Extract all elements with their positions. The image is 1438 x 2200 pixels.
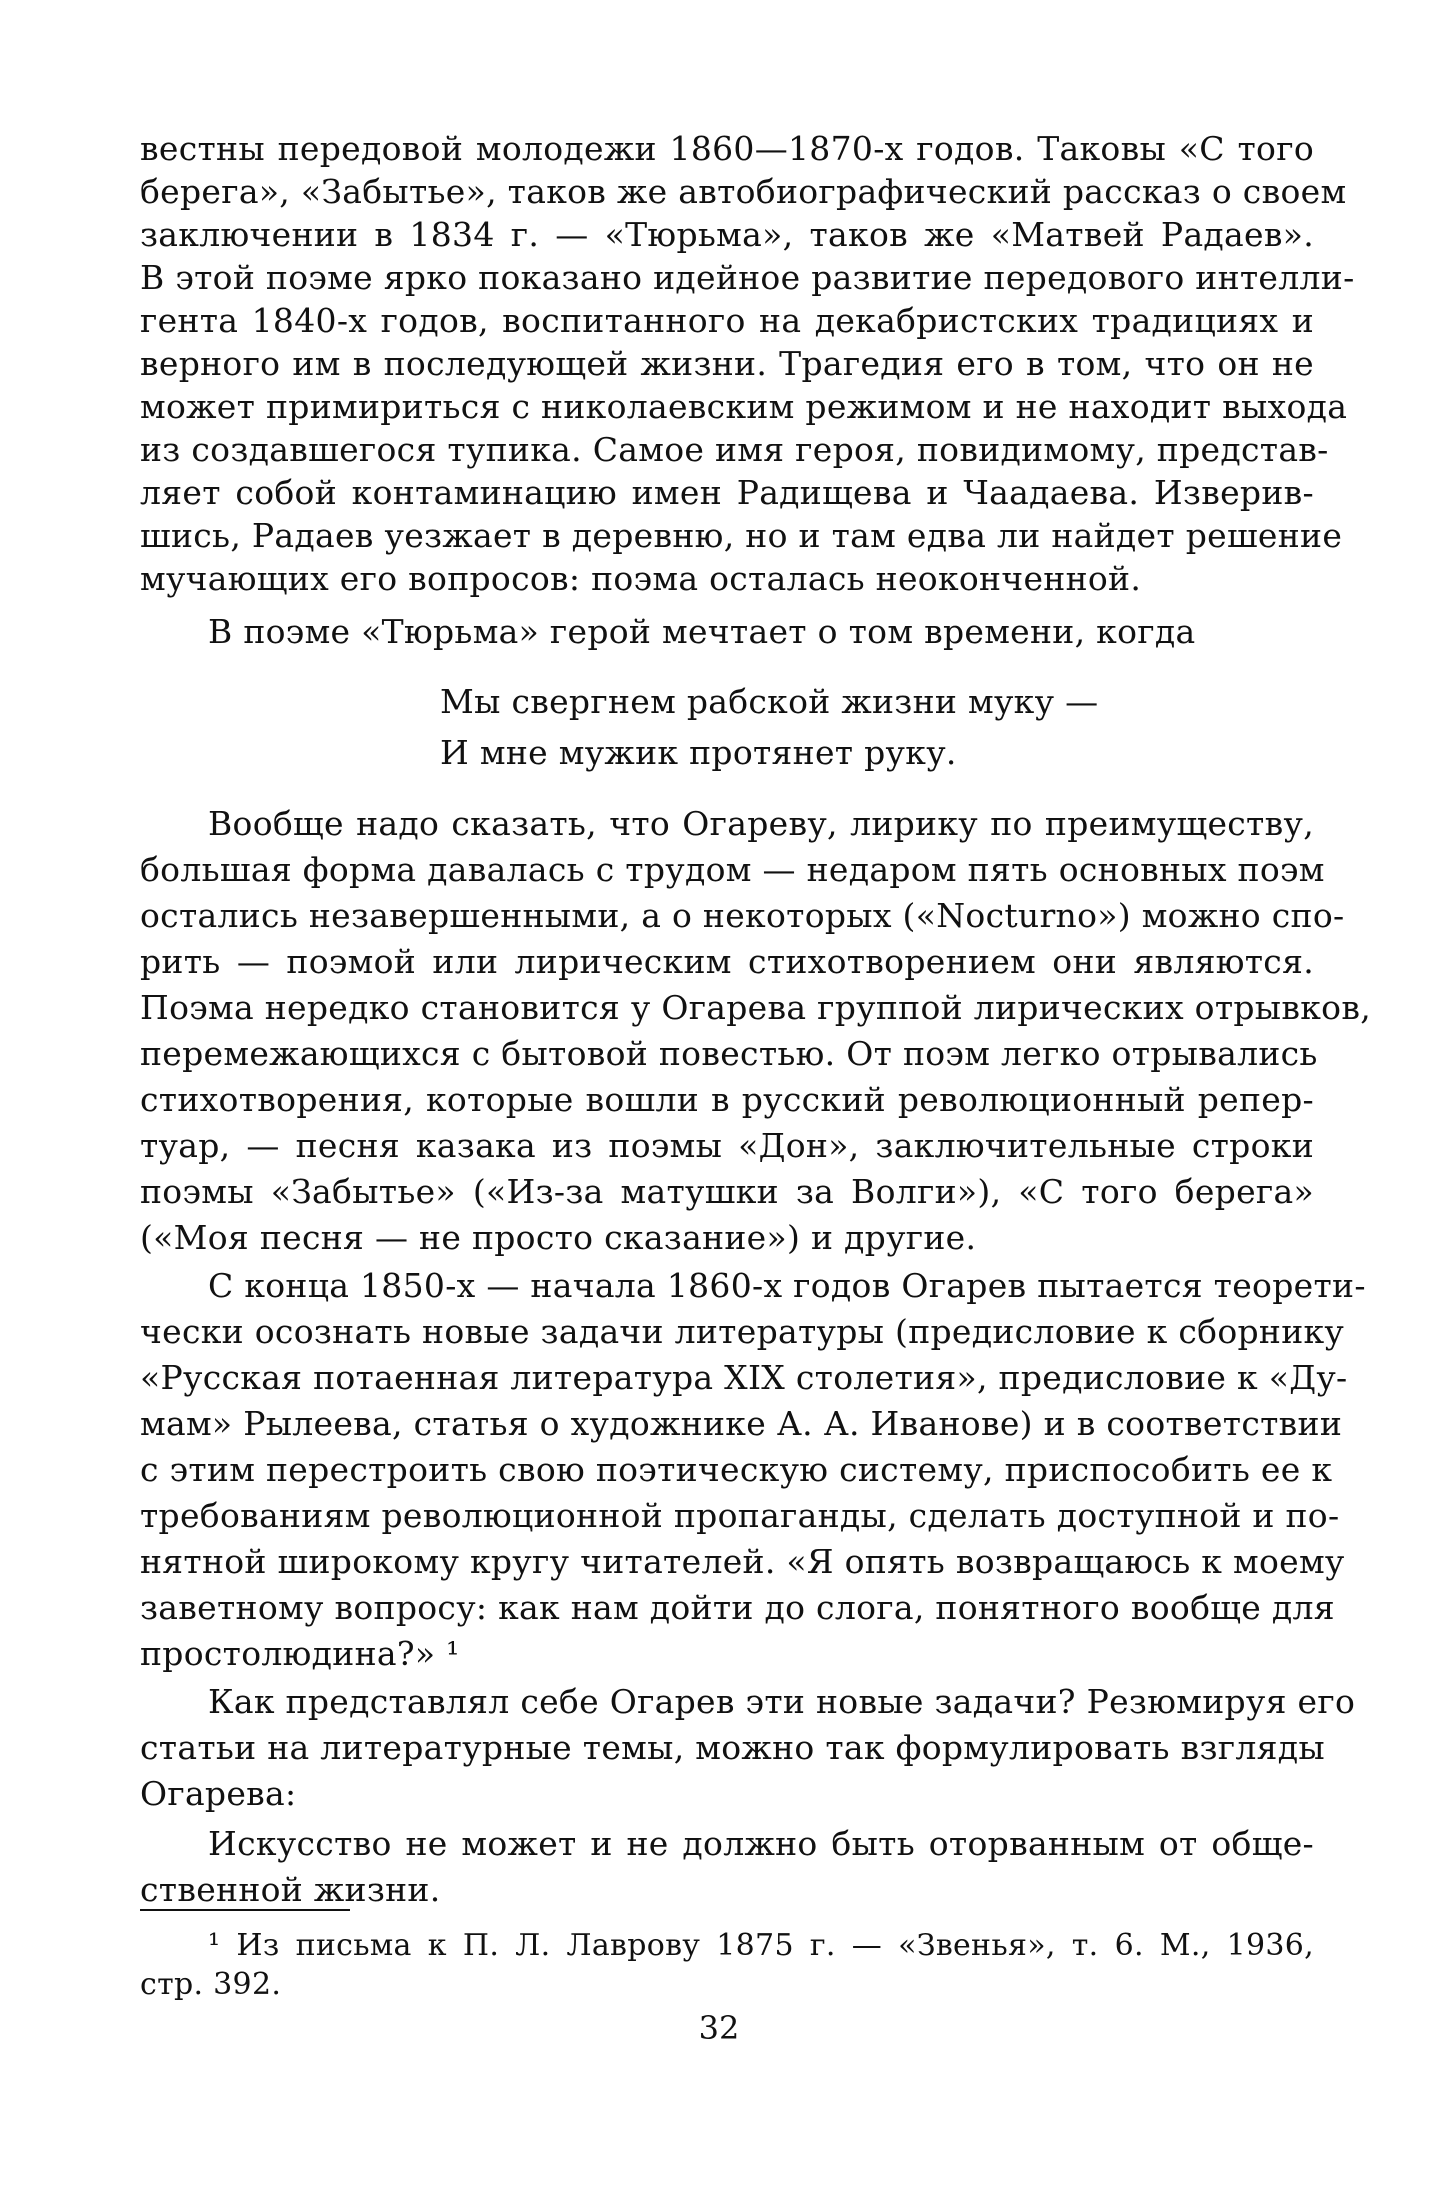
text-line: может примириться с николаевским режимом и не находит выхода — [140, 387, 1348, 426]
text-line: мучающих его вопросов: поэма осталась неоконченной. — [140, 559, 1142, 598]
footnote-rule — [140, 1909, 350, 1911]
text-line: В этой поэме ярко показано идейное развитие передового интелли- — [140, 258, 1355, 297]
text-line: из создавшегося тупика. Самое имя героя, повидимому, представ- — [140, 430, 1329, 469]
text-line: стихотворения, которые вошли в русский революционный репер- — [140, 1080, 1314, 1119]
text-line: мам» Рылеева, статья о художнике А. А. Иванове) и в соответствии — [140, 1404, 1343, 1443]
text-line: Поэма нередко становится у Огарева группой лирических отрывков, — [140, 988, 1372, 1027]
text-line: статьи на литературные темы, можно так формулировать взгляды — [140, 1728, 1325, 1767]
text-line: С конца 1850-х — начала 1860-х годов Огарев пытается теорети- — [208, 1266, 1366, 1305]
text-line: рить — поэмой или лирическим стихотворением они являются. — [140, 942, 1314, 981]
text-line: Огарева: — [140, 1774, 297, 1813]
text-line: требованиям революционной пропаганды, сделать доступной и по- — [140, 1496, 1340, 1535]
text-line: Вообще надо сказать, что Огареву, лирику по преимуществу, — [208, 804, 1314, 843]
verse-line: Мы свергнем рабской жизни муку — — [440, 682, 1099, 721]
text-line: берега», «Забытье», таков же автобиографический рассказ о своем — [140, 172, 1347, 211]
page-number: 32 — [698, 2009, 740, 2047]
footnote-line: ¹ Из письма к П. Л. Лаврову 1875 г. — «Звенья», т. 6. М., 1936, — [208, 1928, 1314, 1963]
text-line: большая форма давалась с трудом — недаром пять основных поэм — [140, 850, 1325, 889]
text-line: вестны передовой молодежи 1860—1870-х годов. Таковы «С того — [140, 129, 1314, 168]
footnote-line: стр. 392. — [140, 1967, 282, 2002]
text-line: верного им в последующей жизни. Трагедия его в том, что он не — [140, 344, 1314, 383]
text-line: В поэме «Тюрьма» герой мечтает о том времени, когда — [208, 612, 1196, 651]
text-line: с этим перестроить свою поэтическую систему, приспособить ее к — [140, 1450, 1333, 1489]
text-line: гента 1840-х годов, воспитанного на декабристских традициях и — [140, 301, 1314, 340]
text-line: заключении в 1834 г. — «Тюрьма», таков же «Матвей Радаев». — [140, 215, 1314, 254]
text-line: нятной широкому кругу читателей. «Я опять возвращаюсь к моему — [140, 1542, 1345, 1581]
text-line: шись, Радаев уезжает в деревню, но и там едва ли найдет решение — [140, 516, 1343, 555]
text-line: чески осознать новые задачи литературы (предисловие к сборнику — [140, 1312, 1345, 1351]
text-line: заветному вопросу: как нам дойти до слога, понятного вообще для — [140, 1588, 1335, 1627]
text-line: простолюдина?» ¹ — [140, 1634, 460, 1673]
text-line: Как представлял себе Огарев эти новые задачи? Резюмируя его — [208, 1682, 1356, 1721]
text-line: остались незавершенными, а о некоторых («Nocturno») можно спо- — [140, 896, 1345, 935]
text-line: Искусство не может и не должно быть оторванным от обще- — [208, 1824, 1314, 1863]
text-line: ляет собой контаминацию имен Радищева и Чаадаева. Изверив- — [140, 473, 1314, 512]
text-line: туар, — песня казака из поэмы «Дон», заключительные строки — [140, 1126, 1314, 1165]
text-line: перемежающихся с бытовой повестью. От поэм легко отрывались — [140, 1034, 1318, 1073]
text-line: «Русская потаенная литература XIX столетия», предисловие к «Ду- — [140, 1358, 1348, 1397]
text-line: («Моя песня — не просто сказание») и другие. — [140, 1218, 977, 1257]
text-line: поэмы «Забытье» («Из-за матушки за Волги»), «С того берега» — [140, 1172, 1314, 1211]
text-line: ственной жизни. — [140, 1870, 441, 1909]
verse-line: И мне мужик протянет руку. — [440, 733, 957, 772]
